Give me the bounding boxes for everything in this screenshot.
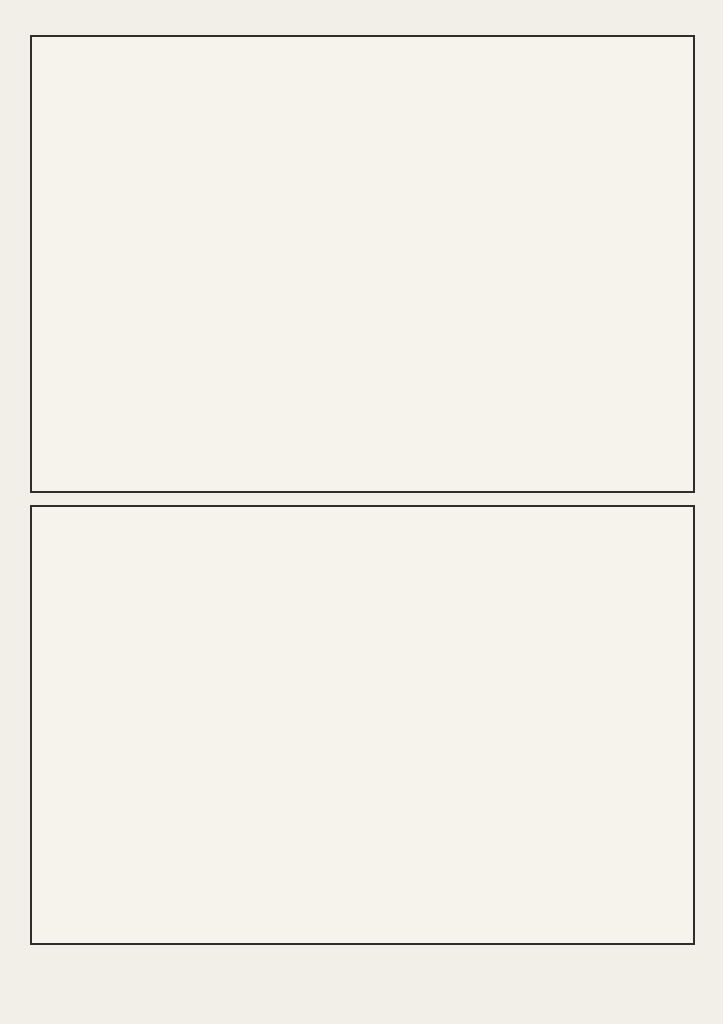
roster-table-top	[30, 35, 695, 493]
roster-table-bottom	[30, 505, 695, 945]
